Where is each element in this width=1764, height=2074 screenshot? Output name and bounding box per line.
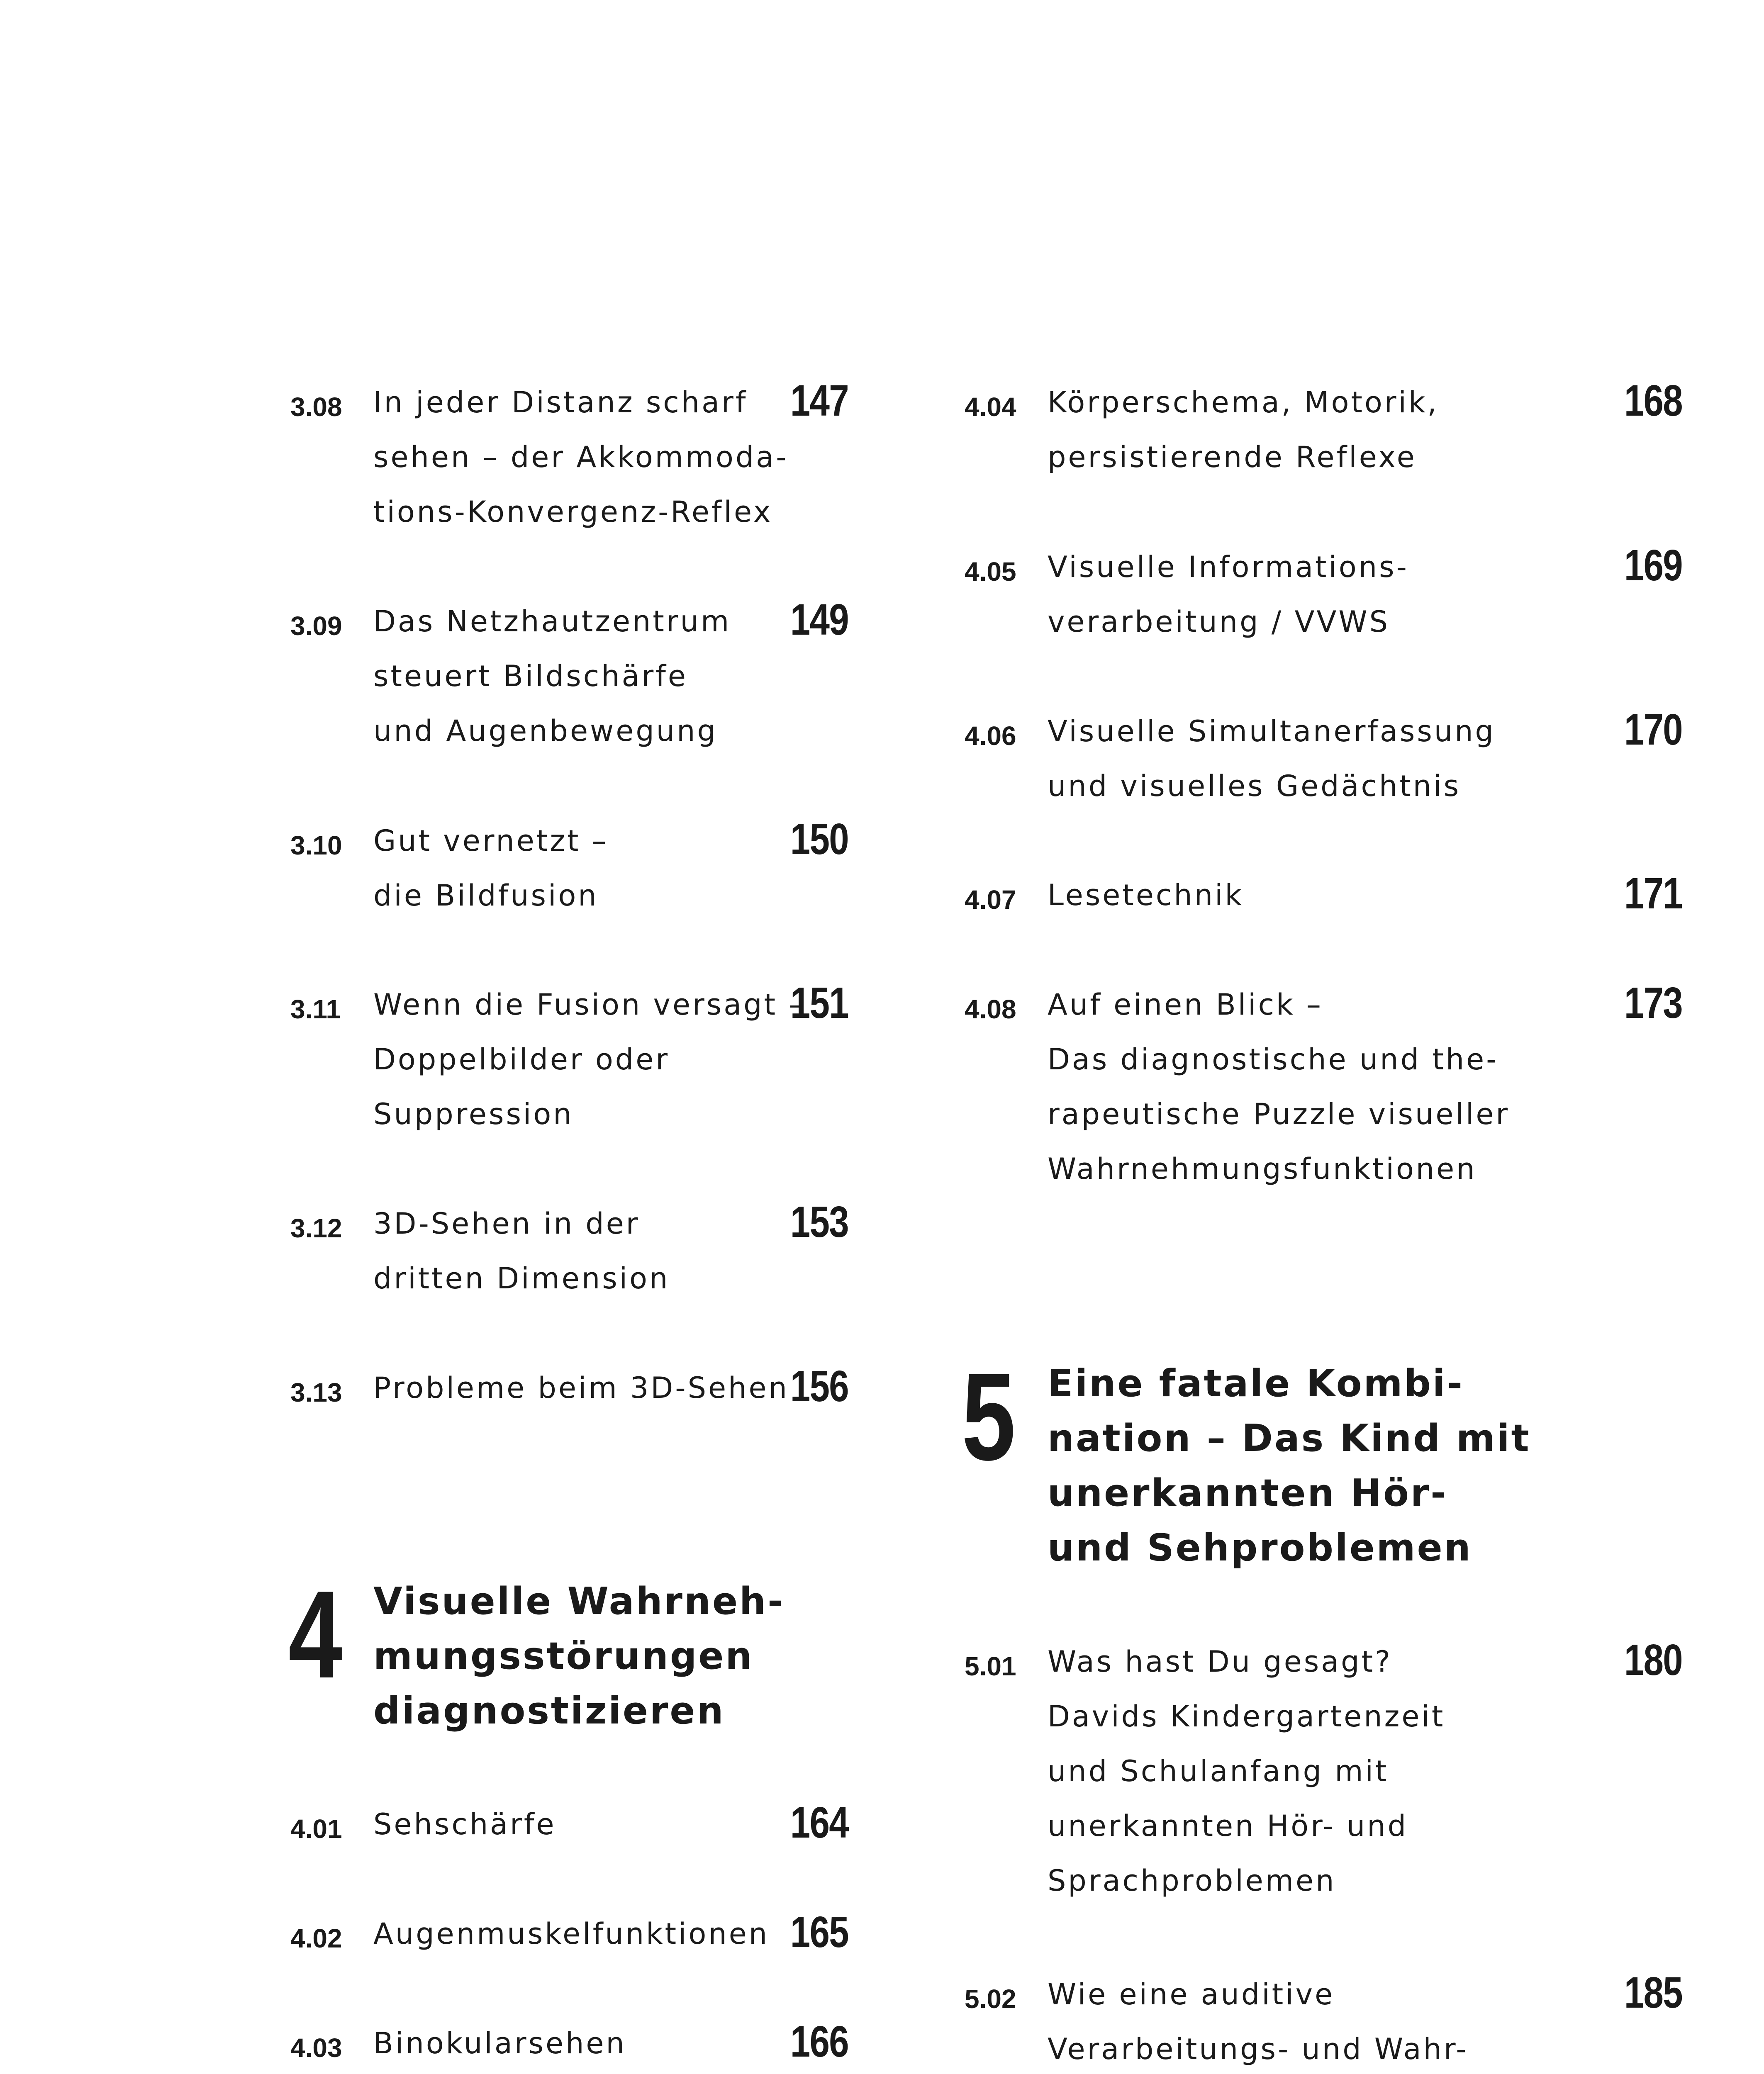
- section-title: Das Netzhautzentrum steuert Bildschärfe und Augenbewegung: [373, 604, 731, 748]
- page-number: 180: [1624, 1636, 1682, 1685]
- page-number: 168: [1624, 376, 1682, 425]
- page-number: 166: [790, 2017, 848, 2066]
- section-title: Sehschärfe: [373, 1807, 556, 1841]
- page-number: 169: [1624, 541, 1682, 590]
- page-number: 185: [1624, 1968, 1682, 2017]
- page-number: 173: [1624, 979, 1682, 1027]
- section-title: Visuelle Simultanerfassung und visuelles Gedächtnis: [1048, 714, 1496, 803]
- section-title: Was hast Du gesagt? Davids Kindergartenzeit und Schulanfang mit unerkannten Hör- und Sprachproblemen: [1048, 1645, 1445, 1898]
- page-number: 147: [790, 376, 848, 425]
- section-title: Visuelle Informations- verarbeitung / VVWS: [1048, 550, 1409, 639]
- section-number: 4.03: [290, 2033, 342, 2063]
- page-number: 153: [790, 1198, 848, 1246]
- section-title: Gut vernetzt – die Bildfusion: [373, 824, 609, 913]
- section-number: 3.13: [290, 1378, 342, 1407]
- section-number: 3.12: [290, 1213, 342, 1243]
- section-title: Probleme beim 3D-Sehen: [373, 1371, 789, 1405]
- section-title: Auf einen Blick – Das diagnostische und the- rapeutische Puzzle visueller Wahrnehmungsfunktionen: [1048, 988, 1510, 1186]
- section-title: Wenn die Fusion versagt – Doppelbilder oder Suppression: [373, 988, 806, 1131]
- page-number: 171: [1624, 869, 1682, 918]
- section-number: 4.06: [965, 721, 1016, 751]
- section-number: 5.01: [965, 1651, 1016, 1681]
- chapter-number: 4: [288, 1565, 343, 1704]
- section-number: 3.09: [290, 611, 342, 641]
- section-title: Wie eine auditive Verarbeitungs- und Wahr-: [1048, 1977, 1469, 2066]
- page-number: 164: [790, 1798, 848, 1847]
- page-number: 150: [790, 815, 848, 864]
- section-number: 4.07: [965, 885, 1016, 915]
- chapter-number: 5: [962, 1347, 1016, 1486]
- section-title: 3D-Sehen in der dritten Dimension: [373, 1207, 670, 1295]
- page-number: 156: [790, 1362, 848, 1411]
- section-title: Binokularsehen: [373, 2026, 626, 2060]
- section-title: Augenmuskelfunktionen: [373, 1917, 770, 1951]
- section-number: 4.05: [965, 557, 1016, 587]
- chapter-title: Eine fatale Kombi- nation – Das Kind mit unerkannten Hör- und Sehproblemen: [1048, 1362, 1531, 1570]
- section-number: 5.02: [965, 1984, 1016, 2014]
- chapter-title: Visuelle Wahrneh- mungsstörungen diagnostizieren: [373, 1580, 785, 1733]
- section-number: 3.08: [290, 392, 342, 422]
- section-number: 4.04: [965, 392, 1016, 422]
- section-title: Körperschema, Motorik, persistierende Reflexe: [1048, 385, 1439, 474]
- section-number: 4.08: [965, 994, 1016, 1024]
- page-number: 151: [790, 979, 848, 1027]
- section-number: 4.02: [290, 1923, 342, 1953]
- section-title: Lesetechnik: [1048, 878, 1244, 912]
- section-number: 4.01: [290, 1814, 342, 1844]
- section-number: 3.11: [290, 994, 341, 1024]
- section-number: 3.10: [290, 830, 342, 860]
- page-number: 149: [790, 595, 848, 644]
- section-title: In jeder Distanz scharf sehen – der Akkommoda- tions-Konvergenz-Reflex: [373, 385, 789, 529]
- page-number: 165: [790, 1908, 848, 1957]
- page-number: 170: [1624, 705, 1682, 754]
